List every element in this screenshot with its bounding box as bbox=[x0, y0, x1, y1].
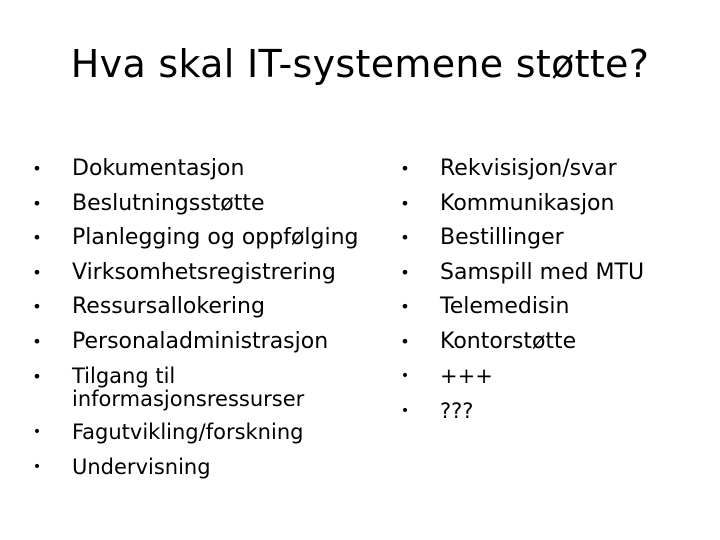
list-item bbox=[30, 256, 380, 291]
left-bullet-list bbox=[30, 152, 380, 484]
list-item-label: Ressursallokering bbox=[72, 294, 265, 319]
list-item-label: Telemedisin bbox=[440, 294, 570, 319]
list-item bbox=[398, 187, 698, 222]
list-item-label: Tilgang til bbox=[72, 364, 176, 388]
list-item-label: Undervisning bbox=[72, 454, 211, 479]
bullet-icon: • bbox=[32, 331, 42, 351]
bullet-icon: • bbox=[32, 159, 42, 178]
list-item bbox=[398, 256, 698, 291]
list-item-label: Samspill med MTU bbox=[440, 259, 645, 285]
right-bullet-list bbox=[398, 152, 698, 428]
bullet-icon: • bbox=[400, 159, 410, 178]
list-item bbox=[30, 290, 380, 325]
bullet-icon: • bbox=[32, 297, 42, 316]
list-item-label: +++ bbox=[440, 364, 493, 388]
bullet-icon: • bbox=[32, 193, 42, 213]
bullet-icon: • bbox=[32, 262, 42, 282]
list-item-label: ??? bbox=[440, 398, 474, 423]
bullet-icon: • bbox=[32, 424, 42, 440]
list-item-label-continued: informasjonsressurser bbox=[72, 387, 305, 411]
list-item bbox=[30, 325, 380, 360]
list-item bbox=[398, 221, 698, 256]
list-item-label: Rekvisisjon/svar bbox=[440, 156, 617, 181]
slide-title: Hva skal IT-systemene støtte? bbox=[70, 42, 650, 86]
list-item-label: Personaladministrasjon bbox=[72, 328, 329, 354]
list-item-label: Fagutvikling/forskning bbox=[72, 420, 304, 444]
list-item bbox=[398, 359, 698, 394]
list-item bbox=[30, 359, 380, 415]
list-item bbox=[30, 152, 380, 187]
list-item-label: Beslutningsstøtte bbox=[72, 190, 265, 216]
list-item bbox=[30, 415, 380, 450]
bullet-icon: • bbox=[400, 228, 410, 247]
list-item bbox=[30, 450, 380, 485]
bullet-icon: • bbox=[400, 297, 410, 316]
bullet-icon: • bbox=[400, 368, 410, 384]
list-item-label: Virksomhetsregistrering bbox=[72, 259, 336, 285]
list-item-label: Kontorstøtte bbox=[440, 328, 577, 354]
list-item bbox=[398, 325, 698, 360]
list-item-label: Bestillinger bbox=[440, 225, 564, 250]
list-item bbox=[398, 152, 698, 187]
bullet-icon: • bbox=[32, 367, 42, 386]
list-item bbox=[398, 394, 698, 429]
bullet-icon: • bbox=[400, 331, 410, 351]
list-item bbox=[30, 187, 380, 222]
bullet-icon: • bbox=[400, 402, 410, 419]
bullet-icon: • bbox=[32, 458, 42, 475]
list-item bbox=[30, 221, 380, 256]
bullet-icon: • bbox=[400, 262, 410, 282]
list-item-label: Planlegging og oppfølging bbox=[72, 225, 359, 250]
list-item bbox=[398, 290, 698, 325]
bullet-icon: • bbox=[400, 193, 410, 213]
list-item-label: Dokumentasjon bbox=[72, 156, 245, 181]
list-item-label: Kommunikasjon bbox=[440, 190, 615, 216]
bullet-icon: • bbox=[32, 228, 42, 247]
